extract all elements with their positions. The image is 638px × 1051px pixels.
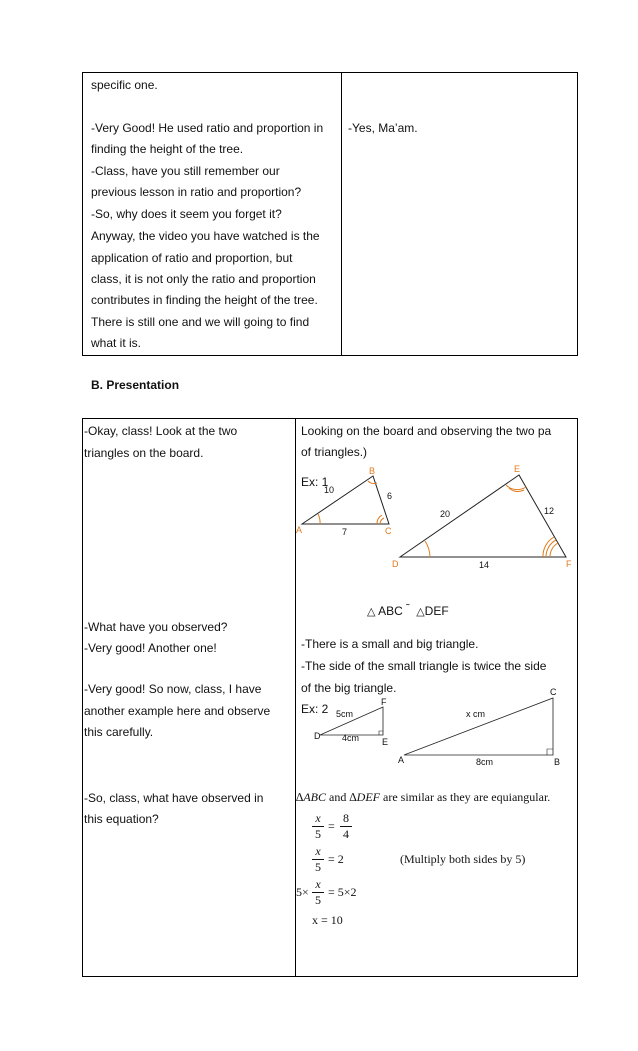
triangle-icon: △ bbox=[416, 606, 425, 618]
vertex-e-label: E bbox=[514, 464, 521, 474]
side-bc-label: 6 bbox=[387, 491, 393, 501]
table2-border-bottom bbox=[82, 976, 578, 977]
small-vertex: F bbox=[381, 697, 387, 707]
teacher-line: this equation? bbox=[84, 812, 159, 826]
big-hyp-label: x cm bbox=[466, 709, 485, 719]
table1-text-line: There is still one and we will going to find bbox=[91, 315, 310, 329]
student-line: -The side of the small triangle is twice the side bbox=[301, 659, 547, 673]
big-vertex: C bbox=[550, 687, 557, 697]
teacher-line: -Very good! So now, class, I have bbox=[84, 682, 262, 696]
triangle-def bbox=[392, 464, 572, 570]
triangle-abc bbox=[296, 466, 392, 537]
table1-border-top bbox=[82, 72, 578, 73]
table1-border-bottom bbox=[82, 355, 578, 356]
table1-border-left bbox=[82, 72, 83, 356]
similarity-right: DEF bbox=[424, 604, 449, 618]
student-line: Looking on the board and observing the two pa bbox=[301, 424, 552, 438]
vertex-b-label: B bbox=[369, 466, 376, 476]
table1-text-line: -So, why does it seem you forget it? bbox=[91, 207, 282, 221]
vertex-c-label: C bbox=[385, 526, 392, 536]
similarity-sentence: ∆ABC and ∆DEF are similar as they are equiangular. bbox=[296, 790, 551, 804]
teacher-line: -Okay, class! Look at the two bbox=[84, 424, 238, 438]
example-1-label: Ex: 1 bbox=[301, 475, 329, 489]
table1-text-line: -Class, have you still remember our bbox=[91, 164, 280, 178]
table1-text-line: -Very Good! He used ratio and proportion in bbox=[91, 121, 324, 135]
teacher-line: another example here and observe bbox=[84, 704, 271, 718]
table2-border-left bbox=[82, 418, 83, 977]
table2-right-cell bbox=[296, 419, 577, 976]
section-heading: B. Presentation bbox=[91, 378, 180, 392]
small-vertex: E bbox=[382, 737, 389, 747]
teacher-line: triangles on the board. bbox=[84, 446, 204, 460]
similarity-statement bbox=[367, 604, 449, 620]
table1-text-line: specific one. bbox=[91, 78, 158, 92]
small-vertex: D bbox=[314, 731, 321, 741]
big-base-label: 8cm bbox=[476, 757, 494, 767]
vertex-a-label: A bbox=[296, 525, 303, 535]
table1-text-line: Anyway, the video you have watched is the bbox=[91, 229, 320, 243]
multiply-note: (Multiply both sides by 5) bbox=[400, 852, 526, 866]
side-ef-label: 12 bbox=[544, 506, 555, 516]
side-ab-label: 10 bbox=[324, 485, 335, 495]
table1-text-line: finding the height of the tree. bbox=[91, 142, 244, 156]
big-vertex: B bbox=[554, 757, 561, 767]
table2-border-right bbox=[577, 418, 578, 977]
similar-symbol: ˜ bbox=[406, 603, 410, 614]
example-2-label: Ex: 2 bbox=[301, 702, 329, 716]
vertex-f-label: F bbox=[566, 559, 572, 569]
side-de-label: 20 bbox=[440, 509, 451, 519]
teacher-line: this carefully. bbox=[84, 725, 154, 739]
table1-text-line: contributes in finding the height of the tree. bbox=[91, 293, 318, 307]
teacher-line: -Very good! Another one! bbox=[84, 641, 217, 655]
table1-divider bbox=[341, 72, 342, 356]
student-line: of triangles.) bbox=[301, 445, 368, 459]
equation-4: x = 10 bbox=[312, 913, 343, 927]
big-vertex: A bbox=[398, 755, 405, 765]
math-solution: ∆ABC and ∆DEF are similar as they are equiangular. x 5 = 8 4 x 5 = 2 (Multiply both sides by 5) 5× x 5 = 5×2 x = 10 bbox=[296, 790, 551, 927]
small-hyp-label: 5cm bbox=[336, 709, 354, 719]
table1-text-line: application of ratio and proportion, but bbox=[91, 251, 293, 265]
small-base-label: 4cm bbox=[342, 733, 360, 743]
side-ac-label: 7 bbox=[342, 527, 348, 537]
table1-text-line: what it is. bbox=[91, 336, 142, 350]
big-right-triangle bbox=[398, 687, 560, 767]
right-triangles-figure bbox=[296, 673, 577, 777]
student-line: -There is a small and big triangle. bbox=[301, 637, 479, 651]
similar-triangles-figure bbox=[296, 461, 577, 576]
student-line: of the big triangle. bbox=[301, 681, 397, 695]
similarity-left: ABC bbox=[378, 604, 403, 618]
table1-student-response: -Yes, Ma’am. bbox=[348, 121, 418, 135]
table1-border-right bbox=[577, 72, 578, 356]
vertex-d-label: D bbox=[392, 559, 399, 569]
triangle-icon: △ bbox=[367, 606, 376, 618]
side-df-label: 14 bbox=[479, 560, 490, 570]
small-right-triangle bbox=[314, 697, 388, 747]
table1-text-line: class, it is not only the ratio and proportion bbox=[91, 272, 316, 286]
teacher-line: -So, class, what have observed in bbox=[84, 791, 264, 805]
teacher-line: -What have you observed? bbox=[84, 620, 228, 634]
table1-text-line: previous lesson in ratio and proportion? bbox=[91, 185, 302, 199]
